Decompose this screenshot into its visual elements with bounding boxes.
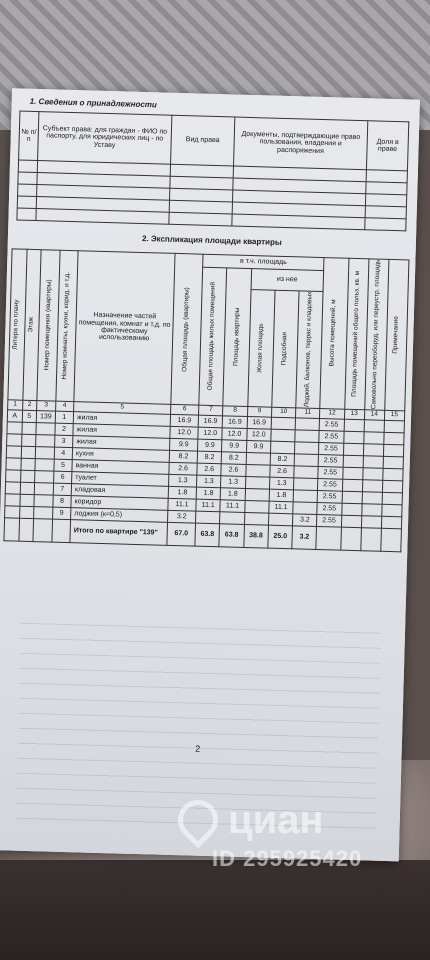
cell-empty bbox=[381, 504, 402, 517]
cell-apt bbox=[36, 422, 55, 435]
cell-total: 1.3 bbox=[169, 474, 197, 487]
header-apt-area: Площадь квартиры bbox=[231, 307, 241, 367]
cell-name: жилая bbox=[73, 411, 170, 426]
cell-living: 16.9 bbox=[247, 416, 272, 429]
total-aux: 25.0 bbox=[268, 525, 293, 549]
cell-liter bbox=[7, 422, 22, 434]
cell-empty bbox=[362, 467, 382, 480]
column-number: 15 bbox=[384, 410, 405, 421]
cell-apt-area: 9.9 bbox=[222, 440, 247, 453]
cell-apt-area: 1.8 bbox=[221, 488, 246, 501]
column-number: 6 bbox=[171, 404, 199, 415]
cell-total: 16.9 bbox=[170, 414, 198, 427]
cell-empty bbox=[363, 443, 383, 456]
cell-loggia bbox=[293, 502, 317, 515]
cell-empty bbox=[382, 480, 403, 493]
cell-height: 2.55 bbox=[319, 442, 344, 455]
cell-apt bbox=[35, 470, 54, 483]
column-number: 10 bbox=[271, 407, 296, 418]
cell-height: 2.55 bbox=[317, 502, 342, 515]
cell-total: 3.2 bbox=[168, 510, 196, 523]
cell-liter bbox=[6, 470, 21, 482]
cell-total: 1.8 bbox=[168, 486, 196, 499]
header-of-which: из нее bbox=[251, 269, 324, 292]
cell-loggia bbox=[294, 466, 318, 479]
header-unauthorized: Самовольно переоборуд. или переустр. площадь bbox=[370, 259, 382, 410]
cell-aux bbox=[271, 417, 296, 430]
cell-floor bbox=[19, 506, 34, 518]
cell-floor bbox=[20, 482, 35, 494]
cell-height: 2.55 bbox=[319, 430, 344, 443]
cell-name: ванная bbox=[72, 459, 169, 474]
column-number: 1 bbox=[8, 400, 23, 410]
cell-empty bbox=[382, 492, 403, 505]
cell-floor bbox=[21, 446, 36, 458]
watermark-brand: циан bbox=[228, 798, 324, 842]
cell-room: 4 bbox=[54, 447, 73, 460]
cell-empty bbox=[381, 516, 402, 529]
header-incl: в т.ч. площадь bbox=[203, 254, 324, 270]
cell-room: 2 bbox=[55, 423, 74, 436]
cell-floor bbox=[20, 470, 35, 482]
cell-room: 3 bbox=[54, 435, 73, 448]
cell-empty bbox=[384, 420, 405, 433]
header-living: Жилая площадь bbox=[256, 323, 265, 374]
cell-living bbox=[244, 512, 269, 525]
total-apt-area: 63.8 bbox=[219, 524, 244, 548]
cell-height: 2.55 bbox=[319, 418, 344, 431]
page-number: 2 bbox=[195, 743, 201, 754]
cell-common bbox=[196, 511, 221, 524]
cell-total: 11.1 bbox=[168, 498, 196, 511]
cell-living bbox=[245, 488, 270, 501]
cell-empty bbox=[383, 468, 404, 481]
cell-apt: 139 bbox=[36, 410, 55, 423]
total-loggia: 3.2 bbox=[292, 526, 317, 550]
cell-empty bbox=[384, 432, 405, 445]
cell-apt-area: 12.0 bbox=[222, 428, 247, 441]
cell-empty bbox=[341, 503, 361, 516]
cell-empty bbox=[363, 431, 383, 444]
cell-apt-area: 2.6 bbox=[221, 464, 246, 477]
cell-loggia: 3.2 bbox=[293, 514, 317, 527]
cell-room: 7 bbox=[53, 483, 72, 496]
explication-table bbox=[3, 248, 409, 552]
column-number: 3 bbox=[37, 400, 56, 411]
ownership-table bbox=[16, 111, 409, 232]
cell-liter bbox=[5, 506, 20, 518]
cell-loggia bbox=[295, 430, 319, 443]
cell-common: 1.3 bbox=[197, 475, 222, 488]
cell-common: 8.2 bbox=[197, 451, 222, 464]
cell-aux bbox=[268, 513, 293, 526]
cell-common: 9.9 bbox=[198, 439, 223, 452]
cell-aux bbox=[271, 429, 296, 442]
cell-empty bbox=[344, 419, 364, 432]
cell-living bbox=[244, 500, 269, 513]
cell-loggia bbox=[294, 478, 318, 491]
section1-title: 1. Сведения о принадлежности bbox=[29, 96, 157, 110]
cell-name: жилая bbox=[73, 435, 170, 450]
cell-name: туалет bbox=[72, 471, 169, 486]
column-number: 9 bbox=[247, 406, 272, 417]
cell-empty bbox=[342, 479, 362, 492]
cell-empty bbox=[383, 444, 404, 457]
cell-room: 9 bbox=[52, 507, 71, 520]
column-number: 11 bbox=[296, 408, 320, 419]
cell-empty bbox=[343, 455, 363, 468]
total-area: 67.0 bbox=[167, 522, 196, 546]
cell-loggia bbox=[293, 490, 317, 503]
cell-room: 6 bbox=[53, 471, 72, 484]
own-header-docs: Документы, подтверждающие право пользования, владения и распоряжения bbox=[233, 117, 367, 170]
cell-height: 2.55 bbox=[318, 466, 343, 479]
section2-title: 2. Экспликация площади квартиры bbox=[141, 233, 282, 247]
column-number: 7 bbox=[199, 405, 224, 416]
cell-aux bbox=[270, 441, 295, 454]
cell-empty bbox=[343, 431, 363, 444]
cell-aux: 11.1 bbox=[269, 501, 294, 514]
cell-name: кухня bbox=[72, 447, 169, 462]
header-room-no: Номер комнаты, кухни, корид. и т.д. bbox=[60, 271, 71, 380]
cell-empty bbox=[362, 479, 382, 492]
header-floor: Этаж bbox=[27, 316, 35, 333]
cell-empty bbox=[343, 443, 363, 456]
cell-empty bbox=[364, 419, 384, 432]
header-total-area: Общая площадь (квартиры) bbox=[181, 286, 191, 372]
column-number: 13 bbox=[344, 409, 364, 420]
cell-empty bbox=[361, 503, 381, 516]
cell-liter bbox=[6, 458, 21, 470]
cell-apt bbox=[36, 434, 55, 447]
cell-apt bbox=[34, 482, 53, 495]
header-liter: Литера по плану bbox=[12, 299, 21, 350]
cell-liter bbox=[5, 482, 20, 494]
cell-apt-area bbox=[220, 512, 245, 525]
column-number: 4 bbox=[55, 401, 74, 412]
cell-height: 2.55 bbox=[317, 490, 342, 503]
cell-living bbox=[246, 452, 271, 465]
cell-liter bbox=[6, 446, 21, 458]
header-common-living: Общая площадь жилых помещений bbox=[206, 282, 218, 391]
cell-common: 11.1 bbox=[196, 499, 221, 512]
cell-floor bbox=[19, 494, 34, 506]
cell-living: 9.9 bbox=[246, 440, 271, 453]
header-auxiliary: Подсобная bbox=[280, 332, 289, 366]
cell-empty bbox=[361, 515, 381, 528]
cell-apt-area: 8.2 bbox=[222, 452, 247, 465]
cell-total: 8.2 bbox=[169, 450, 197, 463]
cell-name: кладовая bbox=[71, 483, 168, 498]
own-header-subject: Субъект права: для граждан - ФИО по паспорту, для юридических лиц - по Уставу bbox=[38, 112, 172, 165]
cell-name: коридор bbox=[71, 495, 168, 510]
cell-apt bbox=[35, 458, 54, 471]
header-purpose: Назначение частей помещения, комнат и т.д. по фактическому использованию bbox=[74, 251, 175, 404]
cell-living bbox=[245, 476, 270, 489]
header-common-use: Площадь помещений общего польз. кв. м bbox=[350, 270, 361, 397]
cell-aux: 8.2 bbox=[270, 453, 295, 466]
cell-empty bbox=[342, 491, 362, 504]
cell-empty bbox=[342, 467, 362, 480]
cell-room: 1 bbox=[55, 411, 74, 424]
cell-floor bbox=[21, 422, 36, 434]
cell-loggia bbox=[295, 418, 319, 431]
cell-apt bbox=[35, 446, 54, 459]
dark-edge bbox=[0, 860, 430, 960]
cell-apt bbox=[34, 506, 53, 519]
column-number: 14 bbox=[364, 409, 384, 420]
own-header-share: Доля в праве bbox=[366, 121, 408, 171]
header-apt-no: Номер помещения (квартиры) bbox=[42, 279, 53, 371]
column-number: 5 bbox=[74, 401, 171, 414]
cell-common: 2.6 bbox=[197, 463, 222, 476]
cell-height: 2.55 bbox=[318, 478, 343, 491]
cell-empty bbox=[341, 515, 361, 528]
cell-total: 12.0 bbox=[170, 426, 198, 439]
cell-liter bbox=[7, 434, 22, 446]
cell-common: 1.8 bbox=[196, 487, 221, 500]
cell-loggia bbox=[294, 454, 318, 467]
cell-liter: А bbox=[7, 410, 22, 422]
cell-apt-area: 11.1 bbox=[220, 500, 245, 513]
cell-total: 9.9 bbox=[170, 438, 198, 451]
cell-liter bbox=[5, 494, 20, 506]
document-page bbox=[0, 88, 420, 861]
cell-room: 5 bbox=[54, 459, 73, 472]
cell-living bbox=[245, 464, 270, 477]
column-number: 2 bbox=[22, 400, 37, 410]
total-label: Итого по квартире "139" bbox=[70, 519, 168, 545]
cell-name: лоджия (к=0,5) bbox=[71, 507, 168, 522]
cell-aux: 1.8 bbox=[269, 489, 294, 502]
cell-floor: 5 bbox=[22, 410, 37, 422]
cell-living: 12.0 bbox=[246, 428, 271, 441]
cell-empty bbox=[363, 455, 383, 468]
total-common: 63.8 bbox=[195, 523, 220, 547]
cell-room: 8 bbox=[53, 495, 72, 508]
cell-apt bbox=[34, 494, 53, 507]
cell-apt-area: 16.9 bbox=[223, 416, 248, 429]
cell-name: жилая bbox=[73, 423, 170, 438]
own-header-right: Вид права bbox=[171, 115, 235, 166]
watermark-id: ID 295925420 bbox=[212, 846, 363, 871]
cell-aux: 1.3 bbox=[269, 477, 294, 490]
cell-empty bbox=[383, 456, 404, 469]
cell-common: 16.9 bbox=[198, 415, 223, 428]
own-header-no: № п/п bbox=[19, 111, 39, 161]
header-note: Примечание bbox=[391, 316, 400, 354]
cell-height: 2.55 bbox=[318, 454, 343, 467]
cell-height: 2.55 bbox=[317, 514, 342, 527]
total-living: 38.8 bbox=[243, 524, 268, 548]
cell-common: 12.0 bbox=[198, 427, 223, 440]
header-height: Высота помещений, м bbox=[328, 299, 338, 367]
cell-apt-area: 1.3 bbox=[221, 476, 246, 489]
cell-empty bbox=[362, 491, 382, 504]
cell-aux: 2.6 bbox=[270, 465, 295, 478]
cell-floor bbox=[21, 434, 36, 446]
column-number: 12 bbox=[320, 408, 345, 419]
header-loggias: Лоджий, балконов, террас и кладовых bbox=[303, 291, 314, 408]
column-number: 8 bbox=[223, 406, 248, 417]
cell-floor bbox=[20, 458, 35, 470]
cell-total: 2.6 bbox=[169, 462, 197, 475]
cell-loggia bbox=[295, 442, 319, 455]
